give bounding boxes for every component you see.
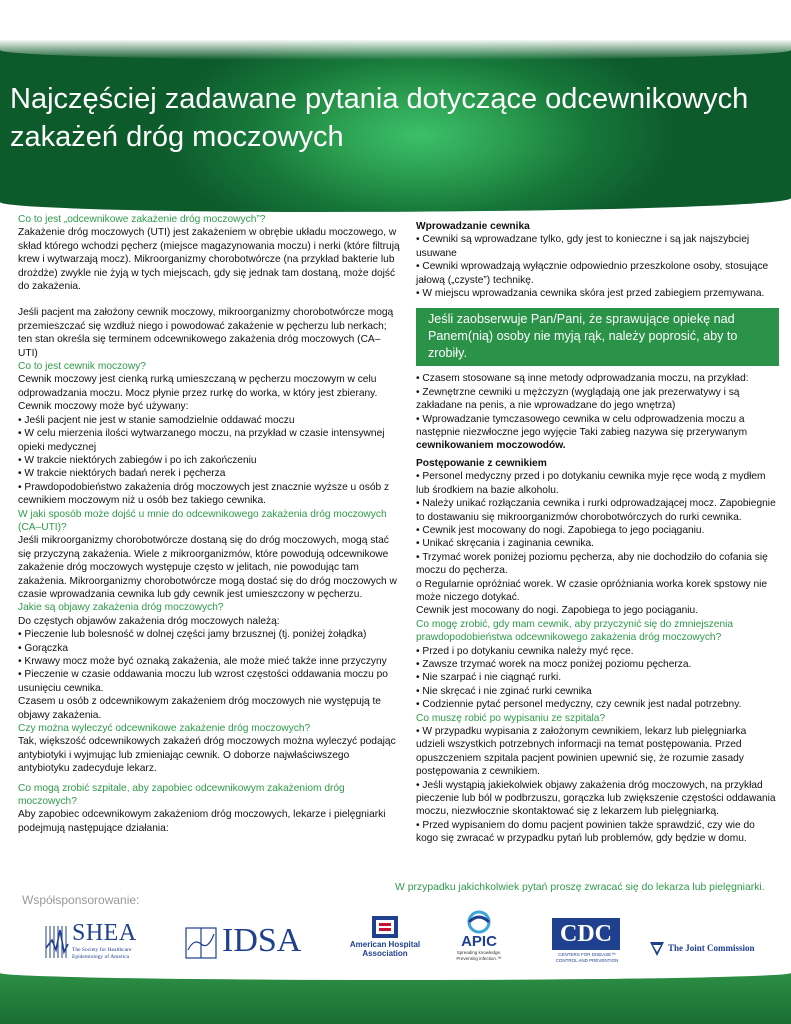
list-item: • W przypadku wypisania z założonym cewnikiem, lekarz lub pielęgniarka udzieli wszystkich potrzebnych informacji na temat postępowania. Przed opuszczeniem szpitala pacjent powinien upewnić się, że rozumie zasady postępowania z cewnikiem. (416, 726, 747, 778)
catheter-uses-list (18, 414, 400, 508)
cdc-name-2: CONTROL AND PREVENTION (555, 958, 619, 963)
answer-what-is-cauti: Zakażenie dróg moczowych (UTI) jest zakażeniem w obrębie układu moczowego, w skład którego wchodzi pęcherz (miejsce magazynowania moczu) i nerki (które filtrują krew i wytwarzają mocz). Mikroorganizmy chorobotwórcze (na przykład bakterie lub drożdże) zwykle nie żyją w tych miejscach, gdy się jednak tam dostaną, może dojść do zakażenia. (18, 227, 400, 293)
list-item: • Jeśli pacjent nie jest w stanie samodzielnie oddawać moczu (18, 414, 295, 426)
list-item: • Nie szarpać i nie ciągnąć rurki. (416, 672, 562, 684)
list-item: o Regularnie opróżniać worek. W czasie opróżniania worka korek spstowy nie może niczego dotykać. (416, 578, 768, 603)
header-shine (0, 40, 791, 60)
list-item: • Należy unikać rozłączania cewnika i rurki odprowadzającej mocz. Zapobiegnie to dostawaniu się mikroorganizmów chorobotwórczych do rurki cewnika. (416, 498, 776, 523)
list-item: • Cewniki wprowadzają wyłącznie odpowiednio przeszkolone osoby, stosujące jałową („czyste”) technikę. (416, 261, 769, 286)
list-item: • Unikać skręcania i zaginania cewnika. (416, 538, 594, 550)
apic-swirl-icon (464, 910, 494, 934)
joint-commission-emblem-icon (648, 940, 666, 958)
alternative-methods-list (416, 372, 776, 452)
cdc-name-1: CENTERS FOR DISEASE™ (558, 952, 616, 957)
shea-wordmark: SHEA (72, 920, 137, 946)
footer-shine (0, 966, 791, 980)
answer-how-get-cauti: Jeśli mikroorganizmy chorobotwórcze dostaną się do dróg moczowych, mogą stać się przyczyną zakażenia. Wiele z mikroorganizmów, które powodują odcewnikowe zakażenie dróg moczowych występuje często w jelitach, nie powodując tam zakażenia. Mikroorganizmy chorobotwórcze mogą dostać się do dróg moczowych w czasie wprowadzania cewnika lub gdy cewnik jest umieszczony w pęcherzu. (18, 535, 397, 600)
list-item: • Prawdopodobieństwo zakażenia dróg moczowych jest znacznie wyższe u osób z cewnikiem moczowym niż u osób bez takiego cewnika. (18, 481, 390, 507)
apic-tagline-2: Preventing infection.™ (456, 956, 502, 961)
list-item: • Pieczenie lub bolesność w dolnej części jamy brzusznej (tj. poniżej żołądka) (18, 629, 367, 641)
joint-commission-wordmark: The Joint Commission (668, 943, 755, 953)
list-item: • Pieczenie w czasie oddawania moczu lub wzrost częstości oddawania moczu po usunięciu cewnika. (18, 669, 388, 694)
question-what-can-i-do: Co mogę zrobić, gdy mam cewnik, aby przyczynić się do zmniejszenia prawdopodobieństwa odcewnikowego zakażenia dróg moczowych? (416, 618, 734, 644)
question-symptoms: Jakie są objawy zakażenia dróg moczowych? (18, 602, 224, 614)
insertion-list (416, 233, 776, 300)
aha-name-2: Association (362, 949, 408, 958)
hand-hygiene-callout: Jeśli zaobserwuje Pan/Pani, że sprawujące opiekę nad Panem(nią) osoby nie myją rąk, należy poprosić, aby to zrobiły. (416, 308, 779, 366)
page-title: Najczęściej zadawane pytania dotyczące odcewnikowych zakażeń dróg moczowych (10, 83, 749, 153)
list-item: • Krwawy mocz może być oznaką zakażenia, ale może mieć także inne przyczyny (18, 656, 387, 667)
list-item: • Cewnik jest mocowany do nogi. Zapobiega to jego pociąganiu. (416, 524, 705, 536)
question-what-is-catheter: Co to jest cewnik moczowy? (18, 361, 146, 373)
list-item: • Czasem stosowane są inne metody odprowadzania moczu, na przykład: (416, 373, 749, 385)
apic-wordmark: APIC (461, 933, 497, 950)
list-item: • Przed i po dotykaniu cewnika należy myć ręce. (416, 645, 634, 657)
answer-catheter-desc: Cewnik moczowy jest cienką rurką umieszczaną w pęcherzu moczowym w celu odprowadzania moczu. Mocz płynie przez rurkę do worka, w który jest zbierany. (18, 374, 378, 399)
list-item: • Codziennie pytać personel medyczny, czy cewnik jest nadal potrzebny. (416, 699, 742, 711)
answer-treatable: Tak, większość odcewnikowych zakażeń dróg moczowych można wyleczyć podając antybiotyki i wyjmując lub zmieniając cewnik. O doborze najwłaściwszego antybiotyku zadecyduje lekarz. (18, 736, 396, 775)
answer-hospital-prevention: Aby zapobiec odcewnikowym zakażeniom dróg moczowych, lekarze i pielęgniarki podejmują następujące działania: (18, 809, 386, 834)
header-top-white (0, 0, 791, 42)
heading-catheter-care: Postępowanie z cewnikiem (416, 457, 547, 469)
answer-catheter-uses-intro: Cewnik moczowy może być używany: (18, 401, 189, 413)
list-item: • Przed wypisaniem do domu pacjent powinien także sprawdzić, czy wie do kogo się zwracać w przypadku pytań lub problemów, gdy będzie w domu. (416, 819, 755, 845)
aha-name-1: American Hospital (349, 940, 421, 949)
shea-logo (42, 920, 142, 964)
list-item: • W miejscu wprowadzania cewnika skóra jest przed zabiegiem przemywana. (416, 288, 765, 300)
idsa-wordmark: IDSA (222, 922, 302, 959)
list-item: • Zewnętrzne cewniki u mężczyzn (wyglądają one jak prezerwatywy i są zakładane na penis, a nie wprowadzane do jego wnętrza) (416, 386, 740, 412)
list-item: • Personel medyczny przed i po dotykaniu cewnika myje ręce wodą z mydłem lub środkiem na bazie alkoholu. (416, 471, 766, 496)
footer-note: W przypadku jakichkolwiek pytań proszę zwracać się do lekarza lub pielęgniarki. (395, 882, 765, 893)
list-item-bold: cewnikowaniem moczowodów. (416, 440, 566, 452)
list-item (416, 413, 776, 453)
right-column (416, 220, 776, 846)
catheter-care-list (416, 470, 776, 617)
list-item: • Trzymać worek poniżej poziomu pęcherza, aby nie dochodziło do cofania się moczu do pęcherza. (416, 551, 768, 577)
cdc-logo (548, 918, 626, 966)
answer-symptoms-intro: Do częstych objawów zakażenia dróg moczowych należą: (18, 615, 280, 627)
symptoms-list (18, 628, 400, 695)
sponsor-label: Współsponsorowanie: (22, 893, 140, 907)
question-how-get-cauti: W jaki sposób może dojść u mnie do odcewnikowego zakażenia dróg moczowych (CA–UTI)? (18, 508, 387, 533)
list-item: • W trakcie niektórych badań nerek i pęcherza (18, 468, 226, 480)
shea-subtitle-2: Epidemiology of America (72, 954, 130, 960)
shea-subtitle-1: The Society for Healthcare (72, 947, 132, 953)
aha-emblem-icon (370, 914, 400, 940)
apic-tagline-1: Spreading knowledge. (456, 950, 502, 955)
idsa-emblem-icon (182, 920, 222, 964)
apic-logo (446, 910, 512, 970)
list-item: Cewnik jest mocowany do nogi. Zapobiega to jego pociąganiu. (416, 605, 699, 617)
cdc-wordmark: CDC (552, 918, 620, 950)
question-what-is-cauti: Co to jest „odcewnikowe zakażenie dróg moczowych”? (18, 214, 266, 225)
list-item: • Nie skręcać i nie zginać rurki cewnika (416, 685, 592, 697)
question-treatable: Czy można wyleczyć odcewnikowe zakażenie dróg moczowych? (18, 723, 311, 735)
answer-cauti-catheter: Jeśli pacjent ma założony cewnik moczowy, mikroorganizmy chorobotwórcze mogą przemieszczać się wzdłuż niego i powodować zakażenie w pęcherzu lub nerkach; ten stan określa się terminem odcewnikowego zakażenia dróg moczowych (CA–UTI) (18, 307, 394, 359)
question-hospital-prevention: Co mogą zrobić szpitale, aby zapobiec odcewnikowym zakażeniom dróg moczowych? (18, 782, 345, 808)
list-item: • Gorączka (18, 642, 68, 654)
list-item: • Jeśli wystąpią jakiekolwiek objawy zakażenia dróg moczowych, na przykład pieczenie lub ból w podbrzuszu, gorączka lub zwiększenie częstości oddawania moczu, niezwłocznie skontaktować się z lekarzem lub pielęgniarką. (416, 779, 776, 818)
list-item: • W trakcie niektórych zabiegów i po ich zakończeniu (18, 454, 257, 466)
list-item: • Zawsze trzymać worek na mocz poniżej poziomu pęcherza. (416, 658, 692, 670)
question-after-discharge: Co muszę robić po wypisaniu ze szpitala? (416, 712, 606, 724)
aha-logo (340, 914, 430, 970)
answer-no-symptoms: Czasem u osób z odcewnikowym zakażeniem dróg moczowych nie występują te objawy zakażenia. (18, 696, 381, 721)
discharge-list (416, 725, 776, 846)
idsa-logo (182, 920, 304, 964)
joint-commission-logo (648, 940, 768, 962)
left-column (18, 213, 400, 835)
sponsor-logos (0, 910, 791, 972)
list-item: • Cewniki są wprowadzane tylko, gdy jest to konieczne i są jak najszybciej usuwane (416, 234, 750, 259)
list-item-text: • Wprowadzanie tymczasowego cewnika w celu odprowadzenia moczu a następnie niezwłoczne jego wyjęcie Taki zabieg nazywa się przerywanym (416, 413, 748, 439)
heading-insertion: Wprowadzanie cewnika (416, 221, 530, 232)
patient-actions-list (416, 645, 776, 712)
list-item: • W celu mierzenia ilości wytwarzanego moczu, na przykład w czasie intensywnej opieki medycznej (18, 428, 385, 453)
